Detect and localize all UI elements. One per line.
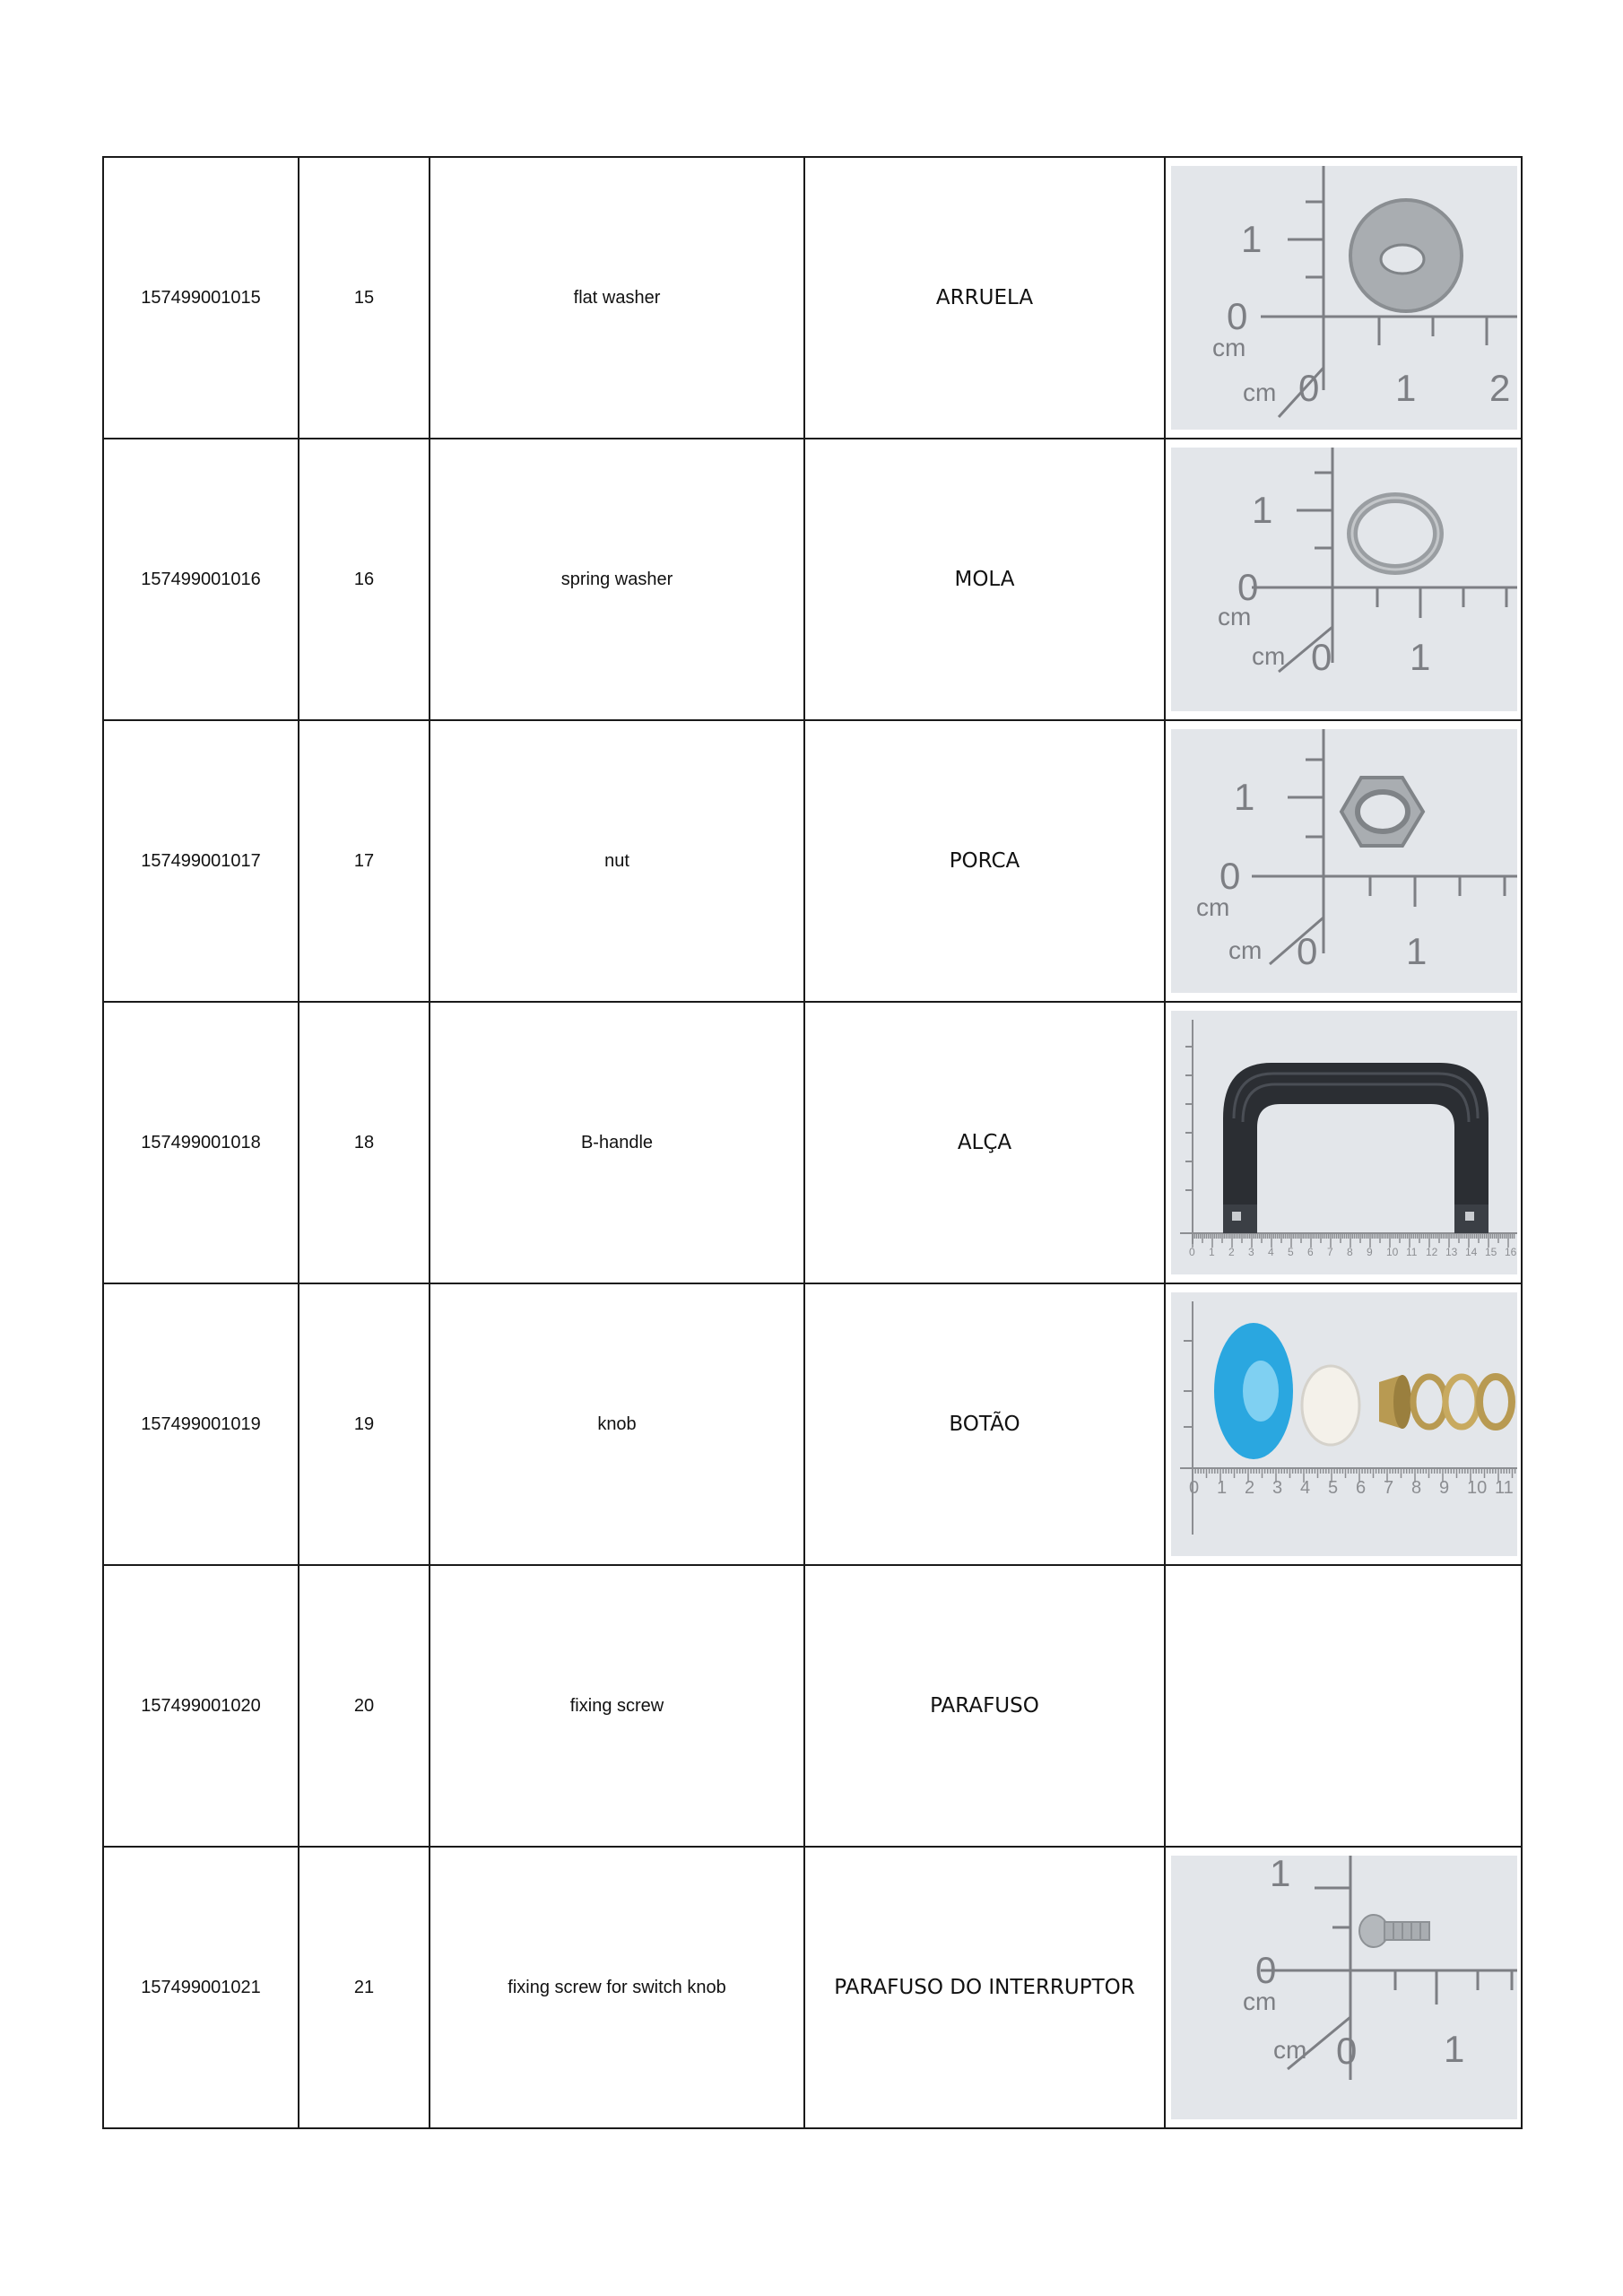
part-code: 157499001021 [103,1847,299,2128]
scale-unit-label: cm [1243,378,1277,406]
description-pt: BOTÃO [804,1283,1165,1565]
position-number: 20 [299,1565,430,1847]
svg-text:1: 1 [1241,218,1263,260]
scale-tick-label: 9 [1439,1478,1450,1498]
knob-photo [1171,1292,1517,1556]
scale-unit-label: cm [1273,2036,1307,2064]
scale-tick-label: 10 [1386,1245,1399,1258]
scale-tick-label: 0 [1297,930,1318,972]
table-row [103,1283,1522,1565]
part-image-cell [1165,1847,1522,2128]
scale-unit-label: cm [1228,936,1263,964]
scale-tick-label: 5 [1288,1245,1294,1258]
scale-tick-label: 0 [1298,367,1320,409]
table-row [103,720,1522,1002]
position-number: 17 [299,720,430,1002]
scale-tick-label: 9 [1367,1245,1373,1258]
b-handle-photo [1171,1011,1517,1274]
part-code: 157499001016 [103,439,299,720]
scale-tick-label: 0 [1189,1478,1200,1498]
scale-tick-label: 11 [1495,1478,1514,1498]
description-en: fixing screw for switch knob [430,1847,804,2128]
svg-text:1: 1 [1252,489,1273,531]
description-en: flat washer [430,157,804,439]
scale-unit-label: cm [1252,642,1286,670]
scale-tick-label: 16 [1505,1245,1517,1258]
svg-text:0: 0 [1255,1949,1277,1991]
position-number: 18 [299,1002,430,1283]
table-row [103,1847,1522,2128]
svg-text:1: 1 [1270,1856,1291,1894]
parts-table [102,156,1523,2129]
part-code: 157499001015 [103,157,299,439]
scale-tick-label: 10 [1467,1478,1488,1498]
part-image-cell [1165,1002,1522,1283]
table-row [103,157,1522,439]
scale-tick-label: 14 [1465,1245,1478,1258]
scale-tick-label: 0 [1311,636,1332,678]
table-row [103,439,1522,720]
scale-unit-label: cm [1212,334,1246,361]
scale-tick-label: 1 [1410,636,1431,678]
svg-text:0: 0 [1237,566,1259,608]
scale-tick-label: 13 [1445,1245,1458,1258]
scale-tick-label: 4 [1300,1478,1311,1498]
spring-washer-image [1171,448,1517,711]
description-en: nut [430,720,804,1002]
part-code: 157499001020 [103,1565,299,1847]
part-code: 157499001019 [103,1283,299,1565]
scale-unit-label: cm [1243,1987,1277,2015]
flat-washer-photo [1171,166,1517,430]
svg-text:1: 1 [1234,776,1255,818]
scale-tick-label: 0 [1189,1245,1195,1258]
screw-photo [1171,1856,1517,2119]
scale-tick-label: 15 [1485,1245,1497,1258]
part-image-cell-empty [1165,1565,1522,1847]
description-pt: ARRUELA [804,157,1165,439]
description-en: knob [430,1283,804,1565]
part-code: 157499001017 [103,720,299,1002]
scale-tick-label: 4 [1268,1245,1274,1258]
scale-unit-label: cm [1196,893,1230,921]
description-pt: MOLA [804,439,1165,720]
scale-tick-label: 1 [1217,1478,1228,1498]
scale-tick-label: 8 [1347,1245,1353,1258]
nut-image [1171,729,1517,993]
scale-tick-label: 5 [1328,1478,1339,1498]
scale-tick-label: 2 [1228,1245,1235,1258]
scale-tick-label: 2 [1489,367,1511,409]
svg-text:0: 0 [1219,855,1241,897]
flat-washer-image [1171,166,1517,430]
scale-tick-label: 11 [1406,1245,1418,1258]
scale-tick-label: 6 [1307,1245,1314,1258]
part-image-cell [1165,1283,1522,1565]
table-row [103,1002,1522,1283]
scale-tick-label: 3 [1272,1478,1283,1498]
scale-tick-label: 7 [1384,1478,1394,1498]
scale-tick-label: 8 [1411,1478,1422,1498]
part-image-cell [1165,720,1522,1002]
position-number: 15 [299,157,430,439]
table-row [103,1565,1522,1847]
scale-tick-label: 7 [1327,1245,1333,1258]
scale-tick-label: 1 [1406,930,1428,972]
description-pt: PARAFUSO DO INTERRUPTOR [804,1847,1165,2128]
scale-tick-label: 1 [1444,2028,1465,2070]
scale-tick-label: 3 [1248,1245,1254,1258]
nut-photo [1171,729,1517,993]
spring-washer-photo [1171,448,1517,711]
screw-image [1171,1856,1517,2119]
scale-unit-label: cm [1218,603,1252,631]
position-number: 19 [299,1283,430,1565]
description-pt: ALÇA [804,1002,1165,1283]
description-en: fixing screw [430,1565,804,1847]
scale-tick-label: 2 [1245,1478,1255,1498]
description-pt: PORCA [804,720,1165,1002]
description-en: spring washer [430,439,804,720]
b-handle-image [1171,1011,1517,1274]
description-en: B-handle [430,1002,804,1283]
scale-tick-label: 12 [1426,1245,1438,1258]
scale-tick-label: 0 [1336,2030,1358,2072]
part-code: 157499001018 [103,1002,299,1283]
scale-tick-label: 1 [1209,1245,1215,1258]
position-number: 21 [299,1847,430,2128]
part-image-cell [1165,157,1522,439]
svg-text:0: 0 [1227,295,1248,337]
position-number: 16 [299,439,430,720]
part-image-cell [1165,439,1522,720]
scale-tick-label: 1 [1395,367,1417,409]
scale-tick-label: 6 [1356,1478,1367,1498]
knob-image [1171,1292,1517,1556]
description-pt: PARAFUSO [804,1565,1165,1847]
